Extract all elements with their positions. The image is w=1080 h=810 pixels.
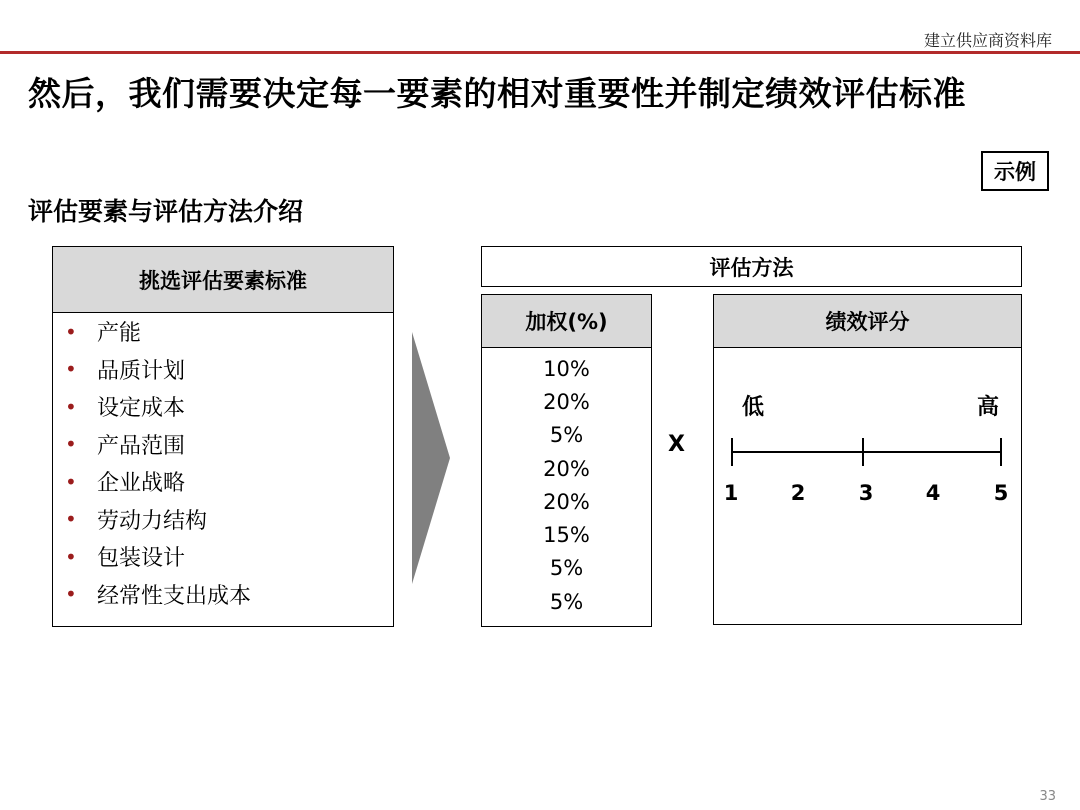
example-badge: 示例 bbox=[981, 151, 1049, 191]
weight-value: 20% bbox=[543, 389, 590, 414]
bullet-icon: • bbox=[65, 319, 77, 344]
list-item bbox=[65, 576, 251, 614]
score-box bbox=[713, 294, 1022, 625]
list-item bbox=[65, 426, 251, 464]
weight-value: 5% bbox=[549, 589, 584, 614]
weight-list bbox=[482, 352, 651, 618]
weight-value: 10% bbox=[543, 356, 590, 381]
criteria-item: 设定成本 bbox=[97, 396, 186, 422]
header-label: 建立供应商资料库 bbox=[923, 31, 1052, 50]
weight-value: 5% bbox=[549, 423, 584, 448]
criteria-item: 包装设计 bbox=[97, 546, 186, 572]
weight-heading: 加权(%) bbox=[482, 295, 651, 348]
criteria-box bbox=[52, 246, 394, 627]
list-item bbox=[65, 388, 251, 426]
weight-value: 15% bbox=[543, 523, 590, 548]
scale-tick bbox=[1000, 438, 1002, 466]
multiply-operator: X bbox=[668, 432, 685, 457]
weight-value: 20% bbox=[543, 456, 590, 481]
scale-value: 4 bbox=[925, 481, 941, 505]
list-item bbox=[65, 351, 251, 389]
criteria-item: 品质计划 bbox=[97, 358, 186, 384]
page-title: 然后，我们需要决定每一要素的相对重要性并制定绩效评估标准 bbox=[28, 74, 966, 113]
criteria-list bbox=[65, 313, 251, 613]
criteria-item: 经常性支出成本 bbox=[97, 583, 252, 609]
method-heading: 评估方法 bbox=[481, 246, 1022, 287]
list-item bbox=[65, 538, 251, 576]
criteria-item: 产品范围 bbox=[97, 433, 186, 459]
high-label: 高 bbox=[977, 395, 1000, 420]
scale-tick bbox=[862, 438, 864, 466]
weight-box bbox=[481, 294, 652, 627]
score-heading: 绩效评分 bbox=[714, 295, 1021, 348]
scale-line bbox=[731, 451, 1002, 453]
scale-value: 2 bbox=[790, 481, 806, 505]
low-label: 低 bbox=[742, 395, 765, 420]
list-item bbox=[65, 463, 251, 501]
bullet-icon: • bbox=[65, 394, 77, 419]
weight-value: 20% bbox=[543, 489, 590, 514]
list-item bbox=[65, 313, 251, 351]
criteria-heading: 挑选评估要素标准 bbox=[53, 247, 393, 313]
page-number: 33 bbox=[1039, 789, 1056, 804]
scale-value: 3 bbox=[858, 481, 874, 505]
bullet-icon: • bbox=[65, 582, 77, 607]
bullet-icon: • bbox=[65, 507, 77, 532]
section-title: 评估要素与评估方法介绍 bbox=[28, 197, 304, 226]
bullet-icon: • bbox=[65, 544, 77, 569]
scale-value: 5 bbox=[993, 481, 1009, 505]
weight-value: 5% bbox=[549, 556, 584, 581]
scale-tick bbox=[731, 438, 733, 466]
chevron-right-icon bbox=[410, 330, 452, 586]
scale-value: 1 bbox=[723, 481, 739, 505]
bullet-icon: • bbox=[65, 432, 77, 457]
criteria-item: 企业战略 bbox=[97, 471, 186, 497]
bullet-icon: • bbox=[65, 357, 77, 382]
list-item bbox=[65, 501, 251, 539]
criteria-item: 产能 bbox=[97, 321, 142, 347]
bullet-icon: • bbox=[65, 469, 77, 494]
header-divider bbox=[0, 51, 1080, 54]
criteria-item: 劳动力结构 bbox=[97, 508, 208, 534]
